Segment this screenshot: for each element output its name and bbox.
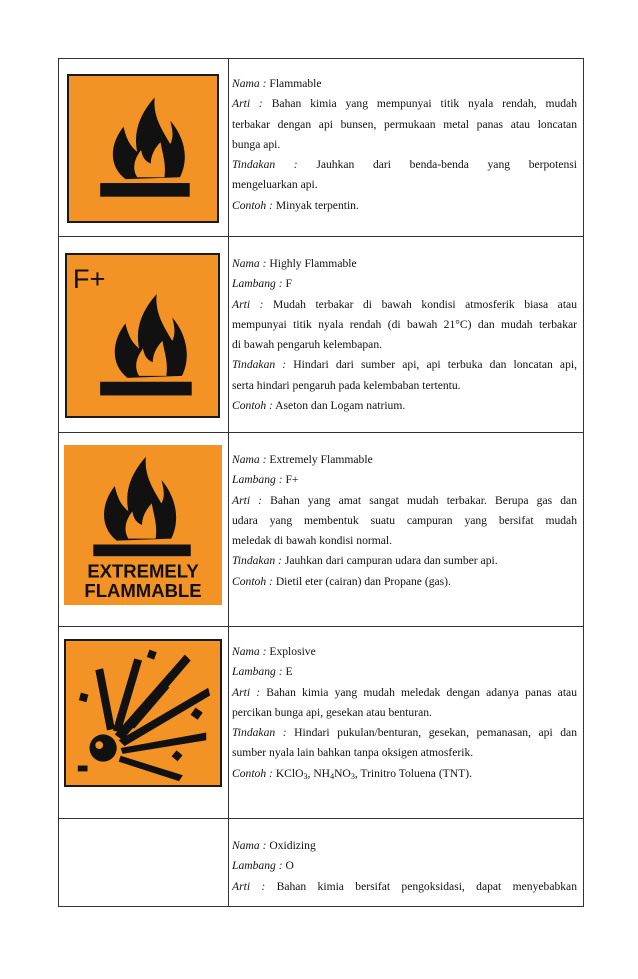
table-row bbox=[59, 237, 584, 433]
arti-line: Arti : Bahan kimia yang mudah meledak dengan adanya panas atau bbox=[232, 685, 577, 699]
arti-line: percikan bunga api, gesekan atau benturan. bbox=[232, 705, 432, 719]
arti-line: terbakar dengan api bunsen, permukaan metal panas atau loncatan bbox=[232, 117, 577, 131]
lambang-line: Lambang : F bbox=[232, 277, 292, 291]
contoh-line: Contoh : Dietil eter (cairan) dan Propane (gas). bbox=[232, 574, 451, 588]
flame-icon bbox=[67, 74, 219, 223]
contoh-line: Contoh : Aseton dan Logam natrium. bbox=[232, 399, 406, 413]
symbol-cell bbox=[59, 819, 229, 907]
table-row bbox=[59, 59, 584, 237]
tindakan-line: Tindakan : Jauhkan dari benda-benda yang berpotensi bbox=[232, 158, 577, 172]
arti-line: Arti : Mudah terbakar di bawah kondisi atmosferik biasa atau bbox=[232, 297, 577, 311]
symbol-label: EXTREMELY bbox=[87, 560, 199, 582]
nama-line: Nama : Explosive bbox=[232, 645, 316, 658]
arti-line: mempunyai titik nyala rendah (di bawah 21°C) dan mudah terbakar bbox=[232, 317, 577, 331]
tindakan-line: Tindakan : Hindari pukulan/benturan, gesekan, pemanasan, api dan bbox=[232, 726, 578, 740]
lambang-line: Lambang : F+ bbox=[232, 473, 299, 487]
tindakan-line: mengeluarkan api. bbox=[232, 178, 318, 192]
nama-line: Nama : Oxidizing bbox=[232, 839, 316, 852]
table-row bbox=[59, 627, 584, 819]
contoh-line: Contoh : KClO$_3$, $NH_4NO_3$, Trinitro Toluena (TNT). bbox=[232, 766, 472, 781]
contoh-line: Contoh : Minyak terpentin. bbox=[232, 198, 359, 212]
symbol-label: F+ bbox=[72, 263, 106, 295]
tindakan-line: sumber nyala lain bahkan tanpa oksigen atmosferik. bbox=[232, 746, 474, 760]
arti-line: bunga api. bbox=[232, 137, 281, 151]
symbol-cell bbox=[59, 433, 229, 627]
arti-line: Arti : Bahan kimia yang mempunyai titik nyala rendah, mudah bbox=[232, 97, 577, 111]
description-cell bbox=[229, 433, 584, 627]
nama-line: Nama : Flammable bbox=[232, 77, 322, 90]
arti-line: meledak di bawah kondisi normal. bbox=[232, 534, 393, 548]
table-row bbox=[59, 819, 584, 907]
arti-line: udara yang membentuk suatu campuran yang bersifat mudah bbox=[232, 513, 577, 527]
arti-line: Arti : Bahan yang amat sangat mudah terbakar. Berupa gas dan bbox=[232, 493, 577, 507]
symbol-label: FLAMMABLE bbox=[84, 580, 202, 602]
description-cell bbox=[229, 819, 584, 907]
arti-line: di bawah pengaruh kelembapan. bbox=[232, 338, 383, 352]
hazard-symbol-table bbox=[58, 58, 584, 907]
description-cell bbox=[229, 59, 584, 237]
arti-line: Arti : Bahan kimia bersifat pengoksidasi, dapat menyebabkan bbox=[232, 879, 577, 893]
description-cell bbox=[229, 237, 584, 433]
tindakan-line: serta hindari pengaruh pada kelembaban tertentu. bbox=[232, 378, 461, 392]
symbol-cell bbox=[59, 237, 229, 433]
lambang-line: Lambang : E bbox=[232, 665, 293, 679]
tindakan-line: Tindakan : Hindari dari sumber api, api terbuka dan loncatan api, bbox=[232, 358, 577, 372]
lambang-line: Lambang : O bbox=[232, 859, 294, 873]
tindakan-line: Tindakan : Jauhkan dari campuran udara dan sumber api. bbox=[232, 554, 498, 568]
nama-line: Nama : Highly Flammable bbox=[232, 257, 357, 270]
explosive-icon bbox=[64, 639, 222, 787]
table-row bbox=[59, 433, 584, 627]
description-cell bbox=[229, 627, 584, 819]
extremely-flammable-icon bbox=[64, 445, 222, 605]
nama-line: Nama : Extremely Flammable bbox=[232, 453, 373, 466]
symbol-cell bbox=[59, 627, 229, 819]
symbol-cell bbox=[59, 59, 229, 237]
flame-f-plus-icon bbox=[65, 253, 220, 418]
